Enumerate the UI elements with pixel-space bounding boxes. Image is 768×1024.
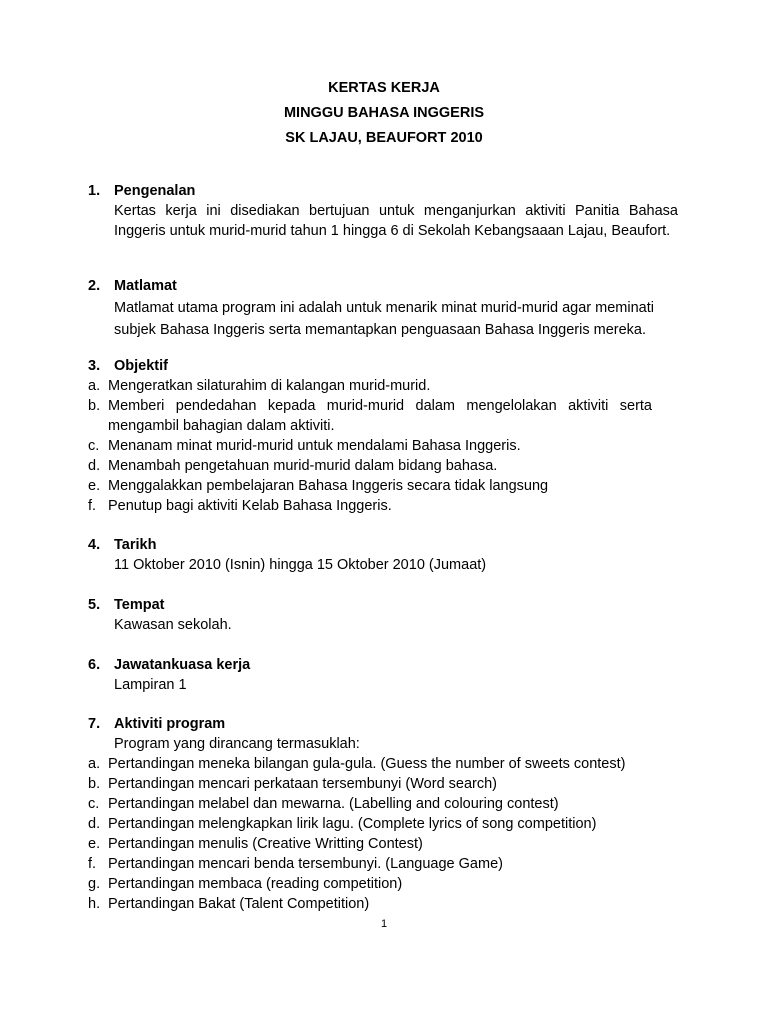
list-text: Pertandingan melengkapkan lirik lagu. (Complete lyrics of song competition) (108, 816, 597, 832)
list-marker: g. (88, 876, 101, 892)
section-title: Matlamat (114, 278, 177, 294)
list-text: Menambah pengetahuan murid-murid dalam bidang bahasa. (108, 458, 498, 474)
objective-item (88, 396, 652, 436)
section-objektif (88, 356, 688, 516)
section-intro: Program yang dirancang termasuklah: (114, 736, 360, 752)
section-title: Tarikh (114, 537, 157, 553)
activity-item (88, 814, 688, 834)
list-marker: e. (88, 836, 101, 852)
activity-item (88, 874, 688, 894)
section-pengenalan (88, 181, 688, 241)
list-marker: c. (88, 438, 100, 454)
objective-list (88, 376, 652, 516)
section-tempat (88, 595, 688, 635)
activity-item (88, 834, 688, 854)
list-marker: b. (88, 398, 101, 414)
section-title: Aktiviti program (114, 716, 226, 732)
section-body: Kertas kerja ini disediakan bertujuan untuk menganjurkan aktiviti Panitia Bahasa Inggeris untuk murid-murid tahun 1 hingga 6 di Sekolah Kebangsaaan Lajau, Beaufort. (114, 203, 678, 239)
section-number: 7. (88, 716, 101, 732)
section-title: Tempat (114, 597, 165, 613)
list-marker: a. (88, 756, 101, 772)
objective-item (88, 496, 652, 516)
section-jawatankuasa (88, 655, 688, 695)
list-text: Pertandingan meneka bilangan gula-gula. (Guess the number of sweets contest) (108, 756, 626, 772)
list-text: Pertandingan mencari benda tersembunyi. (Language Game) (108, 856, 503, 872)
list-text: Menggalakkan pembelajaran Bahasa Inggeris secara tidak langsung (108, 478, 549, 494)
list-marker: f. (88, 498, 97, 514)
activity-item (88, 794, 688, 814)
section-title: Objektif (114, 358, 168, 374)
list-marker: b. (88, 776, 101, 792)
section-number: 3. (88, 358, 101, 374)
section-number: 5. (88, 597, 101, 613)
section-body: Matlamat utama program ini adalah untuk menarik minat murid-murid agar meminati subjek Bahasa Inggeris serta memantapkan penguasaan Bahasa Inggeris mereka. (114, 300, 654, 338)
section-number: 1. (88, 183, 101, 199)
list-text: Pertandingan melabel dan mewarna. (Labelling and colouring contest) (108, 796, 559, 812)
section-title: Pengenalan (114, 183, 196, 199)
section-heading (88, 181, 688, 201)
activity-list (88, 754, 688, 914)
list-marker: d. (88, 458, 101, 474)
section-number: 6. (88, 657, 101, 673)
list-text: Penutup bagi aktiviti Kelab Bahasa Inggeris. (108, 498, 392, 514)
objective-item (88, 436, 652, 456)
section-heading (88, 535, 688, 555)
list-marker: e. (88, 478, 101, 494)
objective-item (88, 376, 652, 396)
section-matlamat (88, 276, 688, 341)
section-body: Kawasan sekolah. (114, 617, 232, 633)
objective-item (88, 456, 652, 476)
list-marker: h. (88, 896, 101, 912)
section-body: 11 Oktober 2010 (Isnin) hingga 15 Oktober 2010 (Jumaat) (114, 557, 487, 573)
activity-item (88, 774, 688, 794)
section-heading (88, 595, 688, 615)
list-text: Pertandingan Bakat (Talent Competition) (108, 896, 370, 912)
list-text: Menanam minat murid-murid untuk mendalami Bahasa Inggeris. (108, 438, 521, 454)
section-heading (88, 714, 688, 734)
page-number: 1 (380, 918, 388, 930)
list-text: Pertandingan mencari perkataan tersembunyi (Word search) (108, 776, 498, 792)
section-body: Lampiran 1 (114, 677, 187, 693)
activity-item (88, 754, 688, 774)
section-heading (88, 356, 688, 376)
section-number: 4. (88, 537, 101, 553)
activity-item (88, 854, 688, 874)
title-line-3: SK LAJAU, BEAUFORT 2010 (285, 130, 483, 146)
activity-item (88, 894, 688, 914)
title-line-2: MINGGU BAHASA INGGERIS (283, 105, 485, 121)
title-line-1: KERTAS KERJA (328, 80, 440, 96)
section-tarikh (88, 535, 688, 575)
section-number: 2. (88, 278, 101, 294)
list-text: Mengeratkan silaturahim di kalangan murid-murid. (108, 378, 431, 394)
objective-item (88, 476, 652, 496)
list-marker: f. (88, 856, 97, 872)
list-text: Pertandingan membaca (reading competition) (108, 876, 403, 892)
list-text: Memberi pendedahan kepada murid-murid dalam mengelolakan aktiviti serta mengambil bahagian dalam aktiviti. (108, 398, 652, 434)
section-title: Jawatankuasa kerja (114, 657, 251, 673)
list-marker: d. (88, 816, 101, 832)
document-title (0, 78, 768, 153)
list-text: Pertandingan menulis (Creative Writting Contest) (108, 836, 423, 852)
section-heading (88, 655, 688, 675)
list-marker: a. (88, 378, 101, 394)
section-heading (88, 276, 688, 296)
list-marker: c. (88, 796, 100, 812)
section-aktiviti (88, 714, 688, 914)
